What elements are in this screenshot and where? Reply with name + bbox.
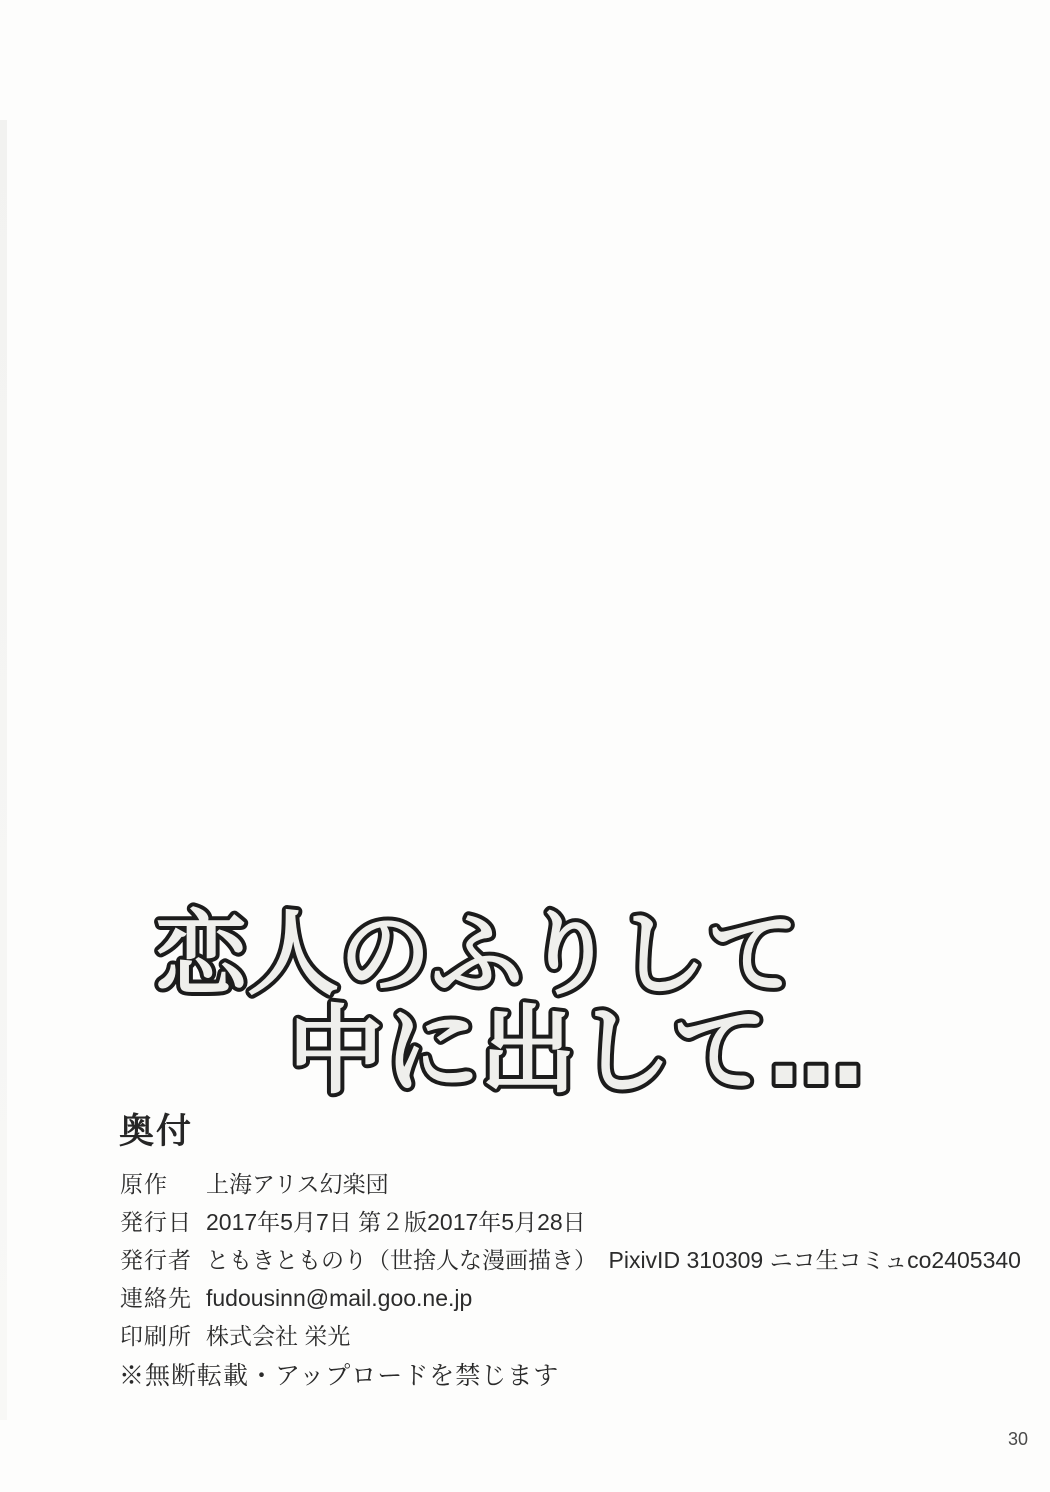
colophon-table: [120, 1166, 1021, 1356]
book-title-line2: 中に出して…: [288, 995, 864, 1107]
colophon-value: 上海アリス幻楽団: [206, 1171, 389, 1197]
no-reproduction-notice: ※無断転載・アップロードを禁じます: [119, 1362, 560, 1390]
colophon-label: 連絡先: [120, 1285, 192, 1311]
colophon-row-publish-date: [120, 1204, 1000, 1242]
page-number: 30: [1008, 1429, 1029, 1449]
scan-edge-artifact: [0, 120, 7, 1420]
colophon-row-printer: [120, 1318, 1000, 1356]
colophon-value: 株式会社 栄光: [206, 1323, 351, 1349]
colophon-row-original-work: [120, 1166, 1000, 1204]
colophon-row-publisher: [120, 1242, 1021, 1280]
book-title-art: [0, 886, 1050, 1116]
colophon-value: fudousinn@mail.goo.ne.jp: [206, 1285, 473, 1311]
book-title-line1: 恋人のふりして: [155, 901, 800, 1008]
colophon-heading: 奥付: [119, 1112, 194, 1151]
colophon-label: 発行者: [120, 1247, 192, 1273]
colophon-label: 発行日: [120, 1209, 192, 1235]
colophon-row-contact: [120, 1280, 1000, 1318]
colophon-label: 原作: [120, 1171, 168, 1197]
colophon-label: 印刷所: [120, 1323, 192, 1349]
colophon-value: ともきとものり（世捨人な漫画描き） PixivID 310309 ニコ生コミュco2405340: [206, 1247, 1021, 1273]
colophon-value: 2017年5月7日 第２版2017年5月28日: [206, 1209, 586, 1235]
